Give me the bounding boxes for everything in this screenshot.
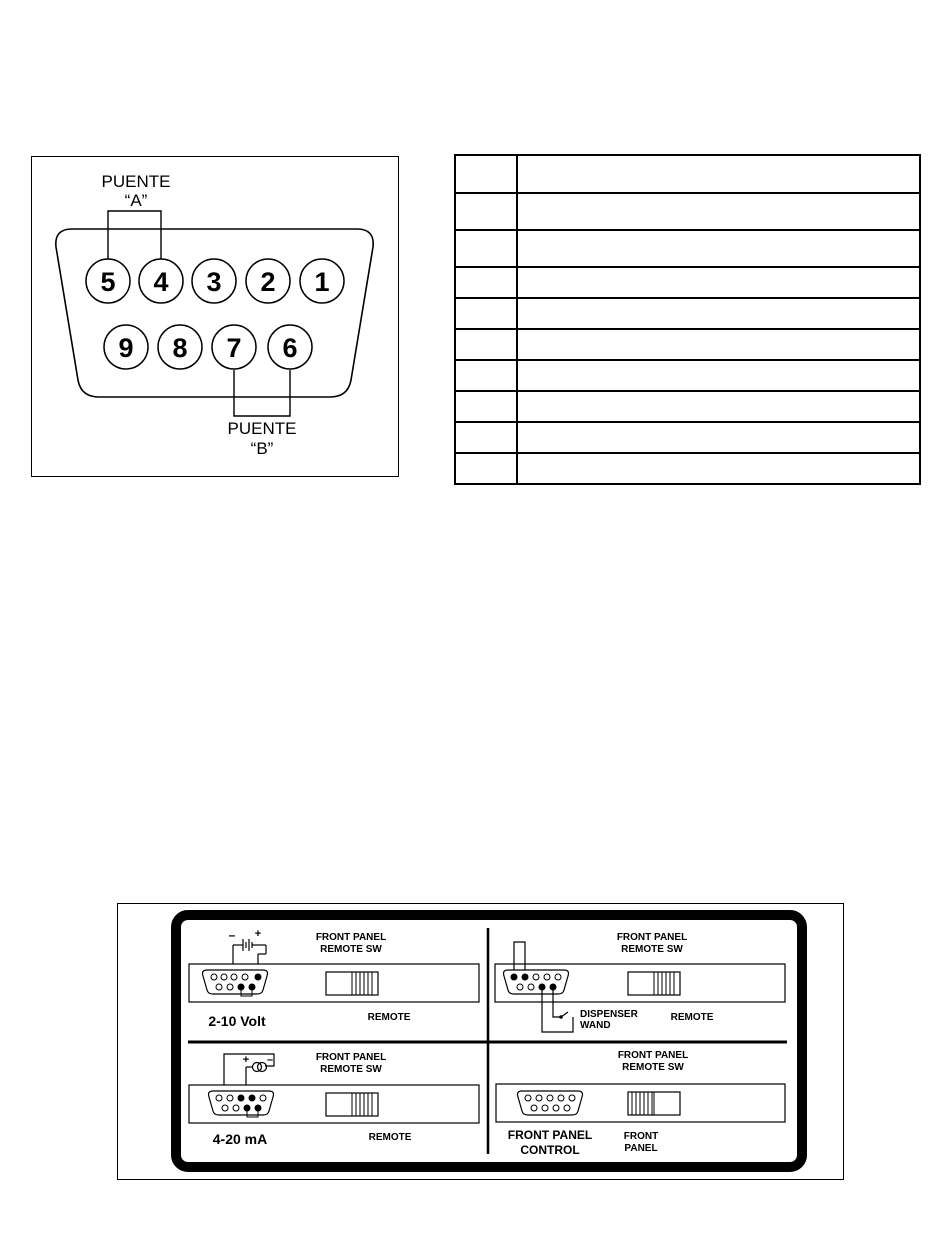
header-line1: FRONT PANEL bbox=[616, 932, 688, 943]
mode-label-line2: CONTROL bbox=[520, 1143, 580, 1157]
bridge-a-title: PUENTE bbox=[101, 172, 171, 191]
description-cell bbox=[517, 193, 920, 230]
header-line1: FRONT PANEL bbox=[617, 1050, 689, 1061]
description-cell bbox=[517, 230, 920, 267]
table-row bbox=[455, 298, 920, 329]
table-row bbox=[455, 193, 920, 230]
description-cell bbox=[517, 360, 920, 391]
settings-label-figure bbox=[117, 903, 844, 1180]
db9-connector-drawing bbox=[32, 157, 400, 478]
pin-number: 4 bbox=[153, 267, 169, 297]
quadrant-2-10-volt bbox=[189, 928, 479, 1029]
description-cell bbox=[517, 298, 920, 329]
header-line2: REMOTE SW bbox=[320, 1064, 382, 1075]
mode-label-line1: FRONT PANEL bbox=[507, 1128, 593, 1142]
pin-number: 7 bbox=[226, 333, 242, 363]
slide-switch-icon bbox=[326, 972, 378, 995]
pin-cell bbox=[455, 422, 517, 453]
pin-number: 9 bbox=[118, 333, 134, 363]
mode-label: 4-20 mA bbox=[212, 1131, 268, 1147]
mode-label: 2-10 Volt bbox=[208, 1013, 266, 1029]
settings-label-drawing bbox=[118, 904, 845, 1181]
description-cell bbox=[517, 155, 920, 193]
pin-number: 2 bbox=[260, 267, 276, 297]
bridge-b-label: “B” bbox=[250, 439, 274, 458]
switch-position-line2: PANEL bbox=[624, 1143, 658, 1154]
switch-position-label: REMOTE bbox=[367, 1012, 411, 1023]
slide-switch-icon bbox=[628, 972, 680, 995]
pin-cell bbox=[455, 155, 517, 193]
switch-position-line1: FRONT bbox=[623, 1131, 659, 1142]
header-line1: FRONT PANEL bbox=[315, 1052, 387, 1063]
connector-shell bbox=[56, 229, 373, 397]
slide-switch-icon bbox=[326, 1093, 378, 1116]
battery-minus-label: – bbox=[228, 928, 236, 942]
header-line2: REMOTE SW bbox=[320, 944, 382, 955]
table-row bbox=[455, 230, 920, 267]
mini-connector-icon bbox=[518, 1091, 583, 1115]
table-row bbox=[455, 155, 920, 193]
pin-cell bbox=[455, 329, 517, 360]
mini-connector-icon bbox=[209, 1091, 274, 1117]
pin-number: 1 bbox=[314, 267, 330, 297]
table-row bbox=[455, 391, 920, 422]
table-row bbox=[455, 453, 920, 484]
bridge-b-title: PUENTE bbox=[227, 419, 297, 438]
description-cell bbox=[517, 453, 920, 484]
source-minus-label: – bbox=[266, 1054, 274, 1066]
switch-position-label: REMOTE bbox=[670, 1012, 714, 1023]
pin-number: 6 bbox=[282, 333, 298, 363]
pin-assignment-table bbox=[454, 154, 921, 485]
table-row bbox=[455, 360, 920, 391]
pin-cell bbox=[455, 391, 517, 422]
table-row bbox=[455, 422, 920, 453]
bridge-b-bracket bbox=[234, 370, 290, 416]
mini-connector-icon bbox=[504, 970, 569, 994]
header-line2: REMOTE SW bbox=[621, 944, 683, 955]
quadrant-dispenser-wand bbox=[495, 932, 785, 1032]
description-cell bbox=[517, 391, 920, 422]
pin-cell bbox=[455, 360, 517, 391]
bridge-a-label: “A” bbox=[124, 191, 148, 210]
battery-plus-label: + bbox=[254, 928, 262, 940]
wand-label-line2: WAND bbox=[580, 1020, 611, 1031]
bridge-a-bracket bbox=[108, 211, 161, 259]
pin-number: 8 bbox=[172, 333, 188, 363]
slide-switch-icon bbox=[628, 1092, 680, 1115]
description-cell bbox=[517, 422, 920, 453]
bottom-pin-row bbox=[104, 325, 312, 369]
quadrant-4-20-ma bbox=[189, 1052, 479, 1147]
source-plus-label: + bbox=[242, 1054, 250, 1066]
description-cell bbox=[517, 267, 920, 298]
top-pin-row bbox=[86, 259, 344, 303]
pin-number: 3 bbox=[206, 267, 222, 297]
pin-cell bbox=[455, 193, 517, 230]
description-cell bbox=[517, 329, 920, 360]
mini-connector-icon bbox=[203, 970, 268, 996]
connector-diagram bbox=[31, 156, 399, 477]
pin-cell bbox=[455, 267, 517, 298]
wand-label-line1: DISPENSER bbox=[580, 1009, 638, 1020]
quadrant-front-panel bbox=[496, 1050, 785, 1157]
pin-cell bbox=[455, 230, 517, 267]
switch-position-label: REMOTE bbox=[368, 1132, 412, 1143]
pin-number: 5 bbox=[100, 267, 116, 297]
header-line1: FRONT PANEL bbox=[315, 932, 387, 943]
table-row bbox=[455, 329, 920, 360]
pin-cell bbox=[455, 453, 517, 484]
header-line2: REMOTE SW bbox=[622, 1062, 684, 1073]
pin-cell bbox=[455, 298, 517, 329]
table-row bbox=[455, 267, 920, 298]
